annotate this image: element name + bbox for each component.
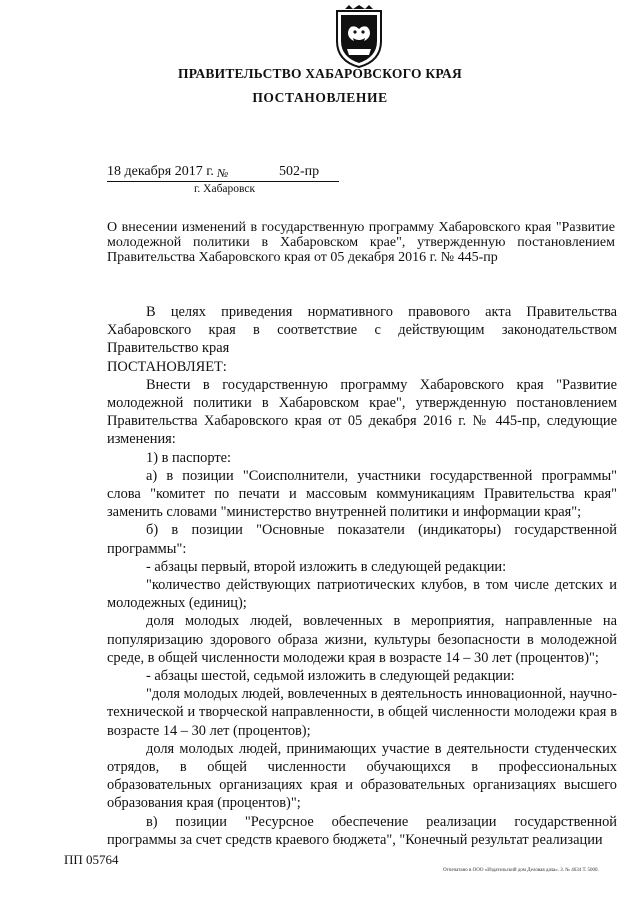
document-type-title: ПОСТАНОВЛЕНИЕ	[252, 90, 388, 105]
coat-of-arms-emblem	[333, 5, 385, 69]
body-paragraph: - абзацы шестой, седьмой изложить в следующей редакции:	[146, 668, 515, 685]
body-paragraph: б) в позиции "Основные показатели (индикаторы) государственной программы":	[107, 522, 617, 557]
preamble-paragraph: В целях приведения нормативного правового акта Правительства Хабаровского края в соответствие с действующим законодательством Правительство края	[107, 304, 617, 357]
body-paragraph: 1) в паспорте:	[146, 449, 232, 466]
number-sign: №	[217, 166, 229, 180]
date-underline	[107, 181, 339, 182]
decree-date: 18 декабря 2017 г.	[107, 164, 214, 179]
document-body	[107, 303, 617, 849]
body-paragraph: доля молодых людей, вовлеченных в мероприятия, направленные на популяризацию здорового образа жизни, культуры безопасности в молодежной среде, в общей численности молодежи края в возрасте 14 – 30 лет (процентов)";	[107, 613, 617, 666]
government-title: ПРАВИТЕЛЬСТВО ХАБАРОВСКОГО КРАЯ	[178, 66, 462, 81]
body-paragraph: "доля молодых людей, вовлеченных в деятельность инновационной, научно-технической и творческой направленности, в общей численности молодежи края в возрасте 14 – 30 лет (процентов);	[107, 686, 617, 739]
printer-imprint: Отпечатано в ООО «Издательский дом Деловая дача». З. № 4634 Т. 5000.	[443, 868, 599, 873]
body-paragraph: - абзацы первый, второй изложить в следующей редакции:	[146, 558, 507, 575]
body-paragraph: Внести в государственную программу Хабаровского края "Развитие молодежной политики в Хабаровском крае", утвержденную постановлением Правительства Хабаровского края от 05 декабря 2016 г. № 445-пр, следующие изменения:	[107, 376, 617, 448]
resolves-heading: ПОСТАНОВЛЯЕТ:	[107, 358, 227, 375]
document-code: ПП 05764	[64, 852, 119, 867]
decree-subject: О внесении изменений в государственную программу Хабаровского края "Развитие молодежной политики в Хабаровском крае", утвержденную постановлением Правительства Хабаровского края от 05 декабря 2016 г. № 445-пр	[107, 220, 615, 265]
body-paragraph: в) позиции "Ресурсное обеспечение реализации государственной программы за счет средств краевого бюджета", "Конечный результат реализации	[107, 813, 617, 848]
body-paragraph: доля молодых людей, принимающих участие в деятельности студенческих отрядов, в общей численности обучающихся в профессиональных образовательных организациях края и образовательных организациях высшего образования края (процентов)";	[107, 740, 617, 812]
decree-number: 502-пр	[279, 164, 320, 179]
body-paragraph: "количество действующих патриотических клубов, в том числе детских и молодежных (единиц);	[107, 577, 617, 612]
body-paragraph: а) в позиции "Соисполнители, участники государственной программы" слова "комитет по печати и массовым коммуникациям Правительства края" заменить словами "министерство внутренней политики и информации края";	[107, 467, 617, 521]
city-label: г. Хабаровск	[194, 183, 256, 195]
